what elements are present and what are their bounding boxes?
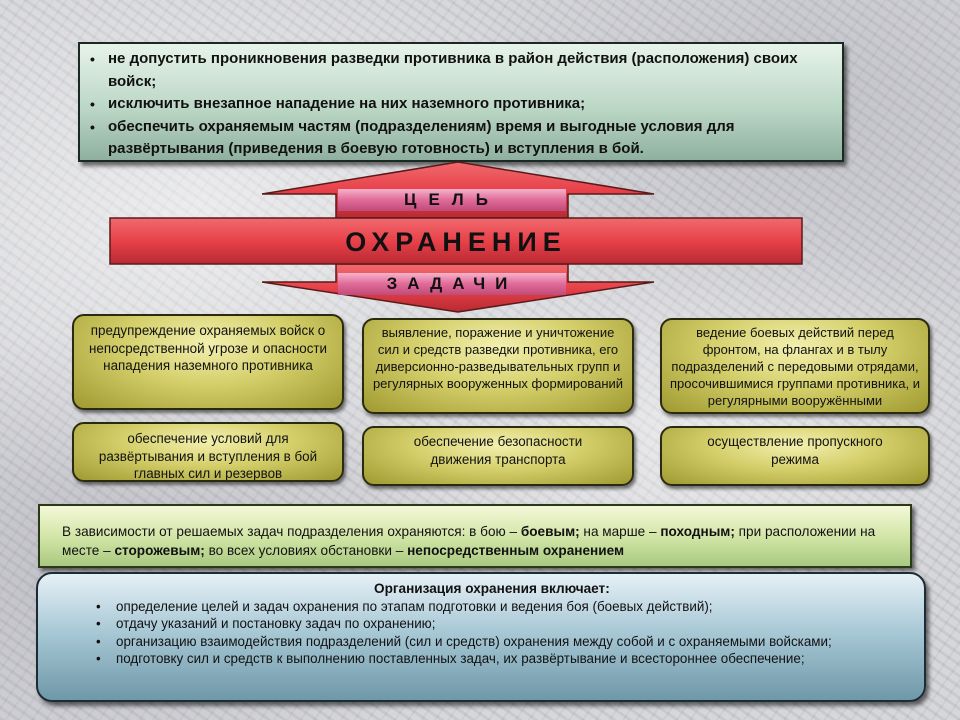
tasks-label: ЗАДАЧИ (386, 274, 518, 293)
bullet-icon: • (96, 633, 101, 649)
bullet-icon: • (90, 118, 95, 135)
outpost-protection: сторожевым; (114, 543, 205, 558)
goal-item: • обеспечить охраняемым частям (подразделениям) время и выгодные условия для развёртывания (приведения в боевую готовность) и вступления в бой. (90, 117, 735, 157)
goal-item: • не допустить проникновения разведки противника в район действия (расположения) своих войск; (90, 50, 798, 90)
march-protection: походным; (660, 524, 735, 539)
organization-item: • отдачу указаний и постановку задач по охранению; (96, 616, 436, 631)
bullet-icon: • (90, 96, 95, 112)
organization-item: • подготовку сил и средств к выполнению поставленных задач, их развёртывание и всестороннее обеспечение; (96, 651, 805, 666)
combat-protection: боевым; (520, 524, 580, 539)
organization-item: • определение целей и задач охранения по этапам подготовки и ведения боя (боевых действий); (96, 598, 713, 614)
direct-protection: непосредственным охранением (407, 543, 625, 558)
task-box: предупреждение охраняемых войск о непосредственной угрозе и опасности нападения наземного противника (72, 314, 344, 410)
center-title: ОХРАНЕНИЕ (345, 227, 567, 257)
goal-item: • исключить внезапное нападение на них наземного противника; (88, 93, 836, 116)
bullet-icon: • (96, 598, 101, 614)
protection-types-box: В зависимости от решаемых задач подразделения охраняются: в бою – боевым; на марше – походным; при расположении на месте – сторожевым; во всех условиях обстановки – непосредственным охранением (38, 504, 912, 568)
organization-item: • организацию взаимодействия подразделений (сил и средств) охранения между собой и с охраняемыми войсками; (96, 633, 832, 649)
task-box: выявление, поражение и уничтожение сил и средств разведки противника, его диверсионно-разведывательных групп и регулярных вооруженных формирований (362, 318, 634, 414)
bullet-icon: • (90, 51, 95, 67)
bullet-icon: • (96, 651, 101, 666)
task-box: обеспечение условий для развёртывания и вступления в бой главных сил и резервов (72, 422, 344, 482)
bullet-icon: • (96, 616, 101, 631)
task-box: ведение боевых действий перед фронтом, на флангах и в тылу подразделений с передовыми отрядами, просочившимися группами противника, и регулярными вооружёнными (660, 318, 930, 414)
task-box: осуществление пропускного режима (660, 426, 930, 486)
organization-box (36, 572, 926, 702)
goal-label: ЦЕЛЬ (404, 190, 500, 209)
task-box: обеспечение безопасности движения транспорта (362, 426, 634, 486)
organization-title: Организация охранения включает: (374, 581, 610, 596)
